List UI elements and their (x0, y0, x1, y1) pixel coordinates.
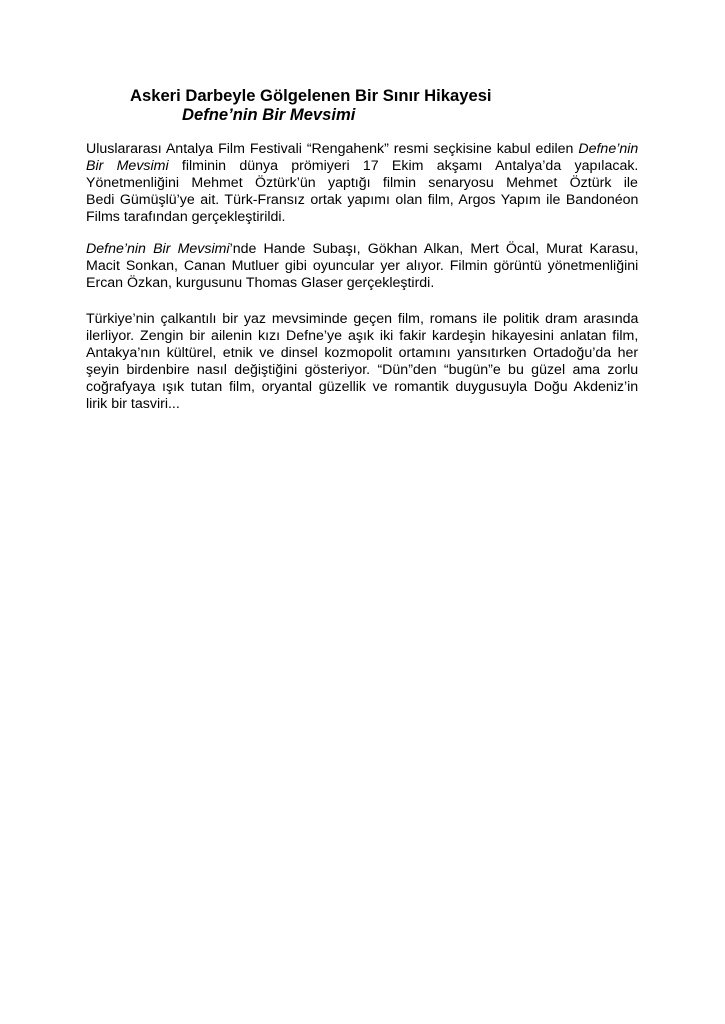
text-line (86, 158, 638, 175)
paragraph-synopsis (86, 311, 638, 413)
text-line: Antakya’nın kültürel, etnik ve dinsel kozmopolit ortamını yansıtırken Ortadoğu’da her (86, 345, 639, 361)
text-line: Yönetmenliğini Mehmet Öztürk’ün yaptığı filmin senaryosu Mehmet Öztürk ile (86, 175, 638, 191)
text-line: Macit Sonkan, Canan Mutluer gibi oyuncular yer alıyor. Filmin görüntü yönetmenliğini (86, 258, 639, 274)
text-run: Uluslararası Antalya Film Festivali “Rengahenk” resmi seçkisine kabul edilen (86, 141, 579, 157)
film-title-italic: Bir Mevsimi (86, 158, 169, 174)
text-line: Türkiye’nin çalkantılı bir yaz mevsiminde geçen film, romans ile politik dram arasında (86, 311, 639, 327)
text-line: Bedi Gümüşlü’ye ait. Türk-Fransız ortak yapımı olan film, Argos Yapım ile Bandonéon (86, 192, 639, 208)
text-line (86, 241, 638, 258)
text-line: ilerliyor. Zengin bir ailenin kızı Defne’ye aşık iki fakir kardeşin hikayesini anlatan film, (86, 328, 639, 344)
paragraph-premiere (86, 141, 638, 226)
text-line (86, 141, 638, 158)
text-line: Ercan Özkan, kurgusunu Thomas Glaser gerçekleştirdi. (86, 275, 435, 291)
film-title-italic: Defne’nin (578, 141, 639, 157)
text-line: coğrafyaya ışık tutan film, oryantal güzellik ve romantik duygusuyla Doğu Akdeniz’in (86, 379, 639, 395)
text-run: filminin dünya prömiyeri 17 Ekim akşamı Antalya’da yapılacak. (168, 158, 639, 174)
paragraph-cast (86, 241, 638, 292)
document-title: Askeri Darbeyle Gölgelenen Bir Sınır Hikayesi (130, 86, 492, 105)
text-line: Films tarafından gerçekleştirildi. (86, 209, 286, 225)
document-subtitle: Defne’nin Bir Mevsimi (182, 105, 356, 124)
text-line: şeyin birdenbire nasıl değiştiğini gösteriyor. “Dün”den “bugün”e bu güzel ama zorlu (86, 362, 639, 378)
film-title-italic: Defne’nin Bir Mevsimi (86, 241, 230, 257)
text-run: ’nde Hande Subaşı, Gökhan Alkan, Mert Öcal, Murat Karasu, (229, 241, 639, 257)
text-line: lirik bir tasviri... (86, 396, 180, 412)
